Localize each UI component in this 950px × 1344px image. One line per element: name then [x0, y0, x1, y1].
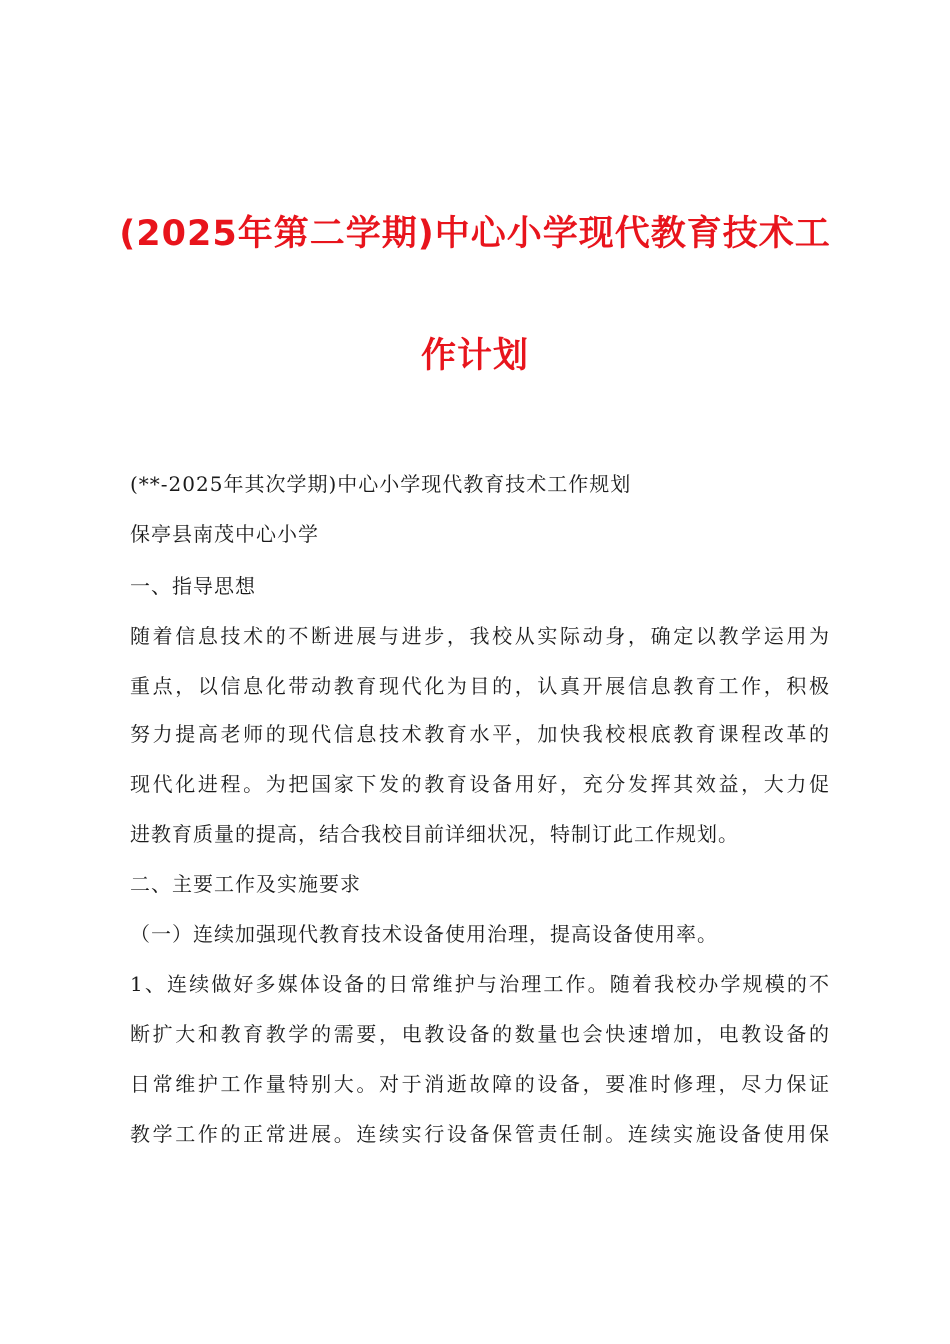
document-title-line-1: (2025年第二学期)中心小学现代教育技术工 [119, 214, 831, 254]
paragraph-line: 努力提高老师的现代信息技术教育水平，加快我校根底教育课程改革的 [130, 722, 830, 746]
paragraph-line: 随着信息技术的不断进展与进步，我校从实际动身，确定以教学运用为 [130, 624, 830, 648]
subsection-heading-1: （一）连续加强现代教育技术设备使用治理，提高设备使用率。 [130, 922, 718, 946]
subtitle-line: (**-2025年其次学期)中心小学现代教育技术工作规划 [130, 472, 632, 496]
document-title-line-2: 作计划 [420, 336, 529, 376]
paragraph-line: 重点，以信息化带动教育现代化为目的，认真开展信息教育工作，积极 [130, 674, 830, 698]
paragraph-line: 现代化进程。为把国家下发的教育设备用好，充分发挥其效益，大力促 [130, 772, 830, 796]
section-heading-2: 二、主要工作及实施要求 [130, 872, 361, 896]
paragraph-line: 日常维护工作量特别大。对于消逝故障的设备，要准时修理，尽力保证 [130, 1072, 830, 1096]
paragraph-line: 进教育质量的提高，结合我校目前详细状况，特制订此工作规划。 [130, 822, 739, 846]
paragraph-line: 教学工作的正常进展。连续实行设备保管责任制。连续实施设备使用保 [130, 1122, 830, 1146]
section-heading-1: 一、指导思想 [130, 574, 256, 598]
school-name: 保亭县南茂中心小学 [130, 522, 319, 546]
paragraph-line: 1、连续做好多媒体设备的日常维护与治理工作。随着我校办学规模的不 [130, 972, 830, 996]
paragraph-line: 断扩大和教育教学的需要，电教设备的数量也会快速增加，电教设备的 [130, 1022, 830, 1046]
